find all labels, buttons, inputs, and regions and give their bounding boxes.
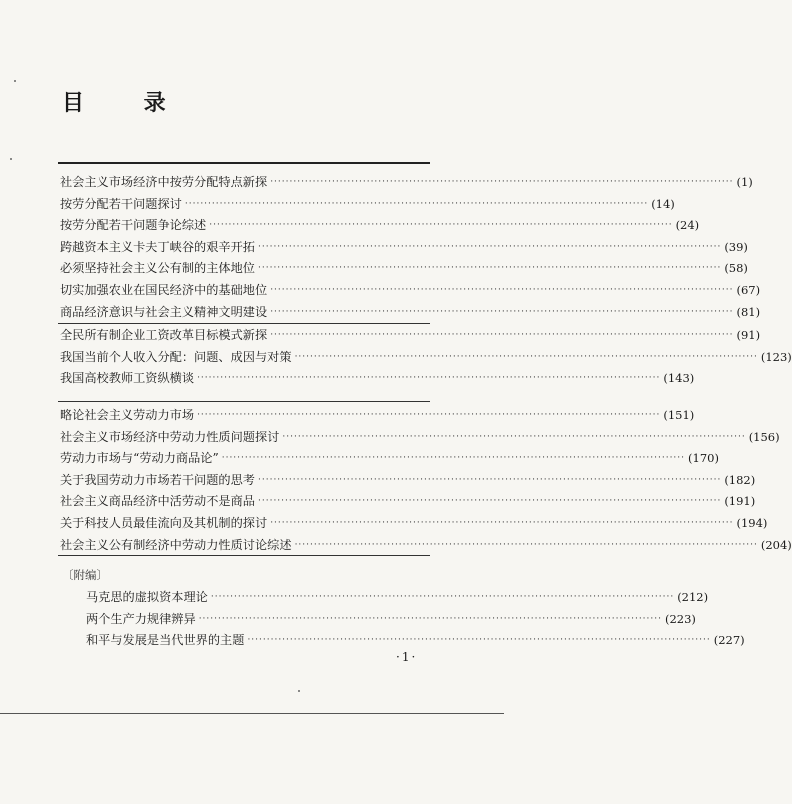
toc-entry-page: (1): [736, 175, 753, 189]
toc-entry: [60, 405, 695, 427]
dot-leader: ························································································································: [270, 306, 734, 317]
toc-entry-page: (170): [688, 451, 719, 466]
dot-leader: ························································································································: [258, 496, 722, 507]
toc-entry: [86, 587, 709, 609]
dot-leader: ························································································································: [198, 613, 662, 624]
toc-entry: [60, 448, 719, 470]
toc-entry-page: (91): [736, 328, 761, 342]
dot-leader: ························································································································: [282, 431, 746, 442]
scan-speck: [10, 158, 12, 160]
toc-entry-page: (204): [760, 537, 792, 552]
toc-entry: [60, 535, 792, 557]
toc-entry-title: 两个生产力规律辨异: [86, 611, 196, 626]
toc-entry: [60, 302, 761, 324]
dot-leader: ························································································································: [270, 330, 734, 340]
toc-entry-page: (156): [748, 429, 780, 444]
scan-edge-line: [0, 713, 504, 714]
toc-entry: [60, 513, 768, 535]
page-number: ·1·: [396, 650, 418, 664]
toc-entry-page: (227): [713, 633, 745, 648]
toc-entry: [60, 280, 761, 302]
toc-entry: [60, 258, 748, 280]
toc-entry-title: 全民所有制企业工资改革目标模式新探: [60, 328, 268, 342]
section-divider: [58, 401, 430, 402]
top-rule: [58, 162, 430, 164]
section-divider: [58, 555, 430, 556]
scan-speck: [14, 80, 16, 82]
toc-entry: [86, 609, 696, 631]
toc-entry-page: (39): [724, 239, 748, 254]
toc-entry-title: 切实加强农业在国民经济中的基础地位: [60, 282, 268, 297]
dot-leader: ························································································································: [270, 284, 734, 295]
toc-entry-title: 马克思的虚拟资本理论: [86, 590, 208, 604]
toc-entry-page: (223): [665, 611, 696, 626]
toc-entry: [60, 215, 700, 237]
toc-entry: [60, 347, 792, 369]
toc-entry-page: (81): [736, 304, 761, 319]
toc-entry-title: 我国当前个人收入分配：问题、成因与对策: [60, 349, 292, 364]
dot-leader: ························································································································: [197, 373, 661, 384]
toc-entry-title: 我国高校教师工资纵横谈: [60, 371, 195, 386]
toc-section-2: [60, 325, 792, 390]
toc-entry-title: 社会主义市场经济中劳动力性质问题探讨: [60, 429, 280, 444]
toc-entry-page: (14): [651, 196, 675, 211]
toc-entry-title: 劳动力市场与“劳动力商品论”: [60, 451, 219, 466]
toc-entry: [60, 172, 753, 194]
toc-entry-page: (182): [724, 472, 756, 487]
toc-entry-title: 按劳分配若干问题探讨: [60, 196, 182, 211]
scan-speck: [298, 690, 300, 692]
toc-entry-title: 关于我国劳动力市场若干问题的思考: [60, 472, 255, 487]
toc-entry: [60, 470, 756, 492]
toc-entry-title: 按劳分配若干问题争论综述: [60, 218, 207, 233]
dot-leader: ························································································································: [197, 410, 661, 420]
toc-entry-title: 社会主义商品经济中活劳动不是商品: [60, 494, 255, 509]
toc-entry-page: (143): [663, 371, 695, 386]
dot-leader: ························································································································: [221, 453, 686, 464]
dot-leader: ························································································································: [258, 241, 722, 252]
toc-entry-page: (212): [677, 590, 709, 604]
toc-entry-title: 社会主义公有制经济中劳动力性质讨论综述: [60, 537, 292, 552]
dot-leader: ························································································································: [184, 198, 649, 209]
toc-entry-title: 关于科技人员最佳流向及其机制的探讨: [60, 515, 268, 530]
toc-entry-page: (123): [760, 349, 792, 364]
toc-section-1: [60, 172, 761, 323]
toc-entry-title: 社会主义市场经济中按劳分配特点新探: [60, 175, 268, 189]
toc-section-3: [60, 405, 792, 556]
toc-entry: [60, 194, 675, 216]
toc-entry-page: (67): [736, 282, 761, 297]
section-divider: [58, 323, 430, 324]
toc-entry-title: 跨越资本主义卡夫丁峡谷的艰辛开拓: [60, 239, 255, 254]
dot-leader: ························································································································: [270, 517, 734, 528]
dot-leader: ························································································································: [294, 539, 758, 550]
toc-entry: [60, 427, 780, 449]
dot-leader: ························································································································: [210, 592, 675, 602]
toc-entry-page: (151): [663, 408, 695, 422]
toc-entry-page: (191): [724, 494, 756, 509]
appendix-label: 〔附编〕: [62, 568, 108, 582]
toc-entry-title: 和平与发展是当代世界的主题: [86, 633, 245, 648]
dot-leader: ························································································································: [247, 635, 711, 646]
toc-entry-page: (58): [724, 261, 748, 276]
toc-entry: [60, 368, 695, 390]
toc-entry-page: (194): [736, 515, 768, 530]
toc-entry: [60, 491, 756, 513]
toc-entry: [60, 325, 761, 347]
toc-entry-title: 商品经济意识与社会主义精神文明建设: [60, 304, 268, 319]
dot-leader: ························································································································: [209, 220, 673, 231]
toc-entry: [86, 630, 745, 652]
dot-leader: ························································································································: [258, 263, 722, 274]
dot-leader: ························································································································: [258, 474, 722, 485]
dot-leader: ························································································································: [270, 177, 734, 187]
toc-entry-page: (24): [675, 218, 700, 233]
dot-leader: ························································································································: [294, 351, 758, 362]
toc-entry: [60, 237, 748, 259]
toc-entry-title: 略论社会主义劳动力市场: [60, 408, 195, 422]
appendix-section: [86, 587, 745, 652]
toc-entry-title: 必须坚持社会主义公有制的主体地位: [60, 261, 255, 276]
page-title: 目 录: [62, 91, 192, 116]
